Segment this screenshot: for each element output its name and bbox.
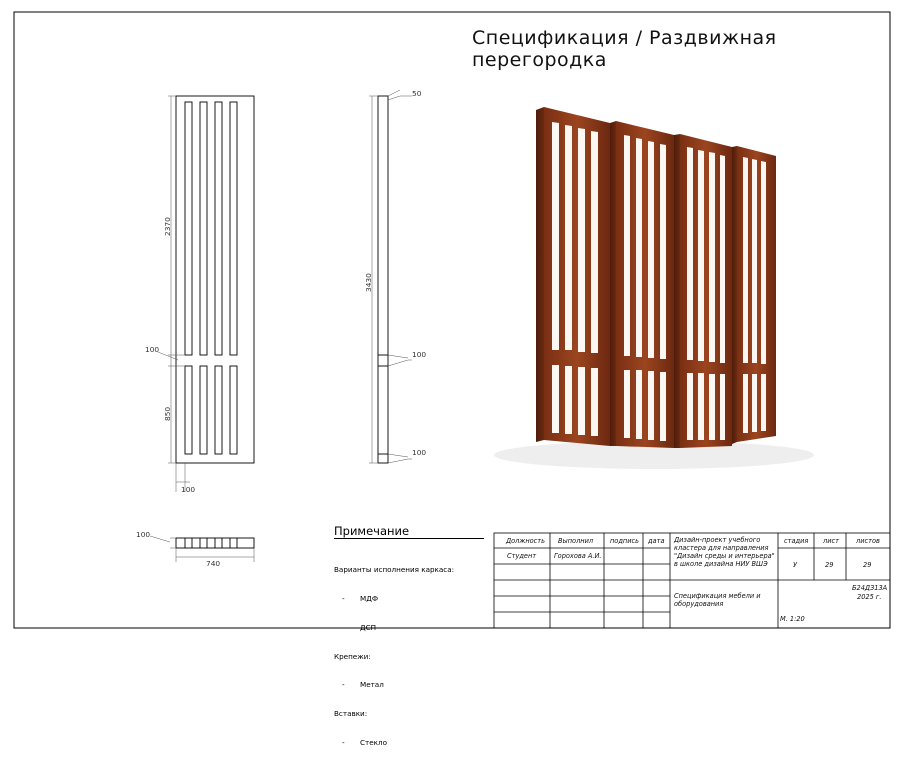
page-title: Спецификация / Раздвижная перегородка [472,27,777,71]
stamp-stage-label: стадия [784,537,809,545]
stamp-stage: У [793,561,798,569]
note-line-1: Варианты исполнения каркаса: [334,565,455,575]
note-line-4: Крепежи: [334,651,371,661]
partition-panel-1 [536,107,610,446]
note-line-3: - ДСП [342,622,377,632]
note-underline [334,538,484,539]
partition-panel-4 [732,146,776,444]
dim-side-height: 3430 [364,273,373,292]
dim-front-mid: 100 [145,345,160,354]
note-list [334,546,454,767]
stamp-header-signature: подпись [610,537,640,545]
dim-front-bottom: 100 [181,485,196,494]
dim-plan-width: 740 [206,559,221,568]
note-heading: Примечание [334,524,410,538]
note-line-5: - Метал [342,680,384,690]
stamp-sheets-label: листов [856,537,880,545]
note-line-2: - МДФ [342,593,379,603]
stamp-sheet: 29 [825,561,834,569]
partition-render-image [474,80,832,510]
stamp-code: Б24ДЗ13А [852,584,888,592]
partition-panel-3 [674,134,732,448]
plan-view [176,538,254,548]
stamp-sheet-label: лист [823,537,839,545]
dim-plan-thick: 100 [136,530,151,539]
stamp-scale: М. 1:20 [780,615,805,623]
dim-side-mid: 100 [412,350,427,359]
stamp-header-date: дата [648,537,665,545]
stamp-header-position: Должность [506,537,546,545]
dim-front-lower: 850 [163,406,172,421]
side-dims [369,90,412,463]
plan-dims [150,536,254,562]
dim-side-bottom: 100 [412,448,427,457]
stamp-role: Студент [507,552,537,560]
stamp-sheets: 29 [863,561,872,569]
note-line-7: - Стекло [342,737,387,747]
dim-side-top: 50 [412,89,422,98]
dim-front-upper: 2370 [163,217,172,236]
note-line-6: Вставки: [334,709,368,719]
partition-panel-2 [610,121,674,448]
stamp-header-performed: Выполнил [558,537,594,545]
side-view [378,96,388,463]
front-view [176,96,254,463]
stamp-year: 2025 г. [857,593,882,601]
stamp-name: Горохова А.И. [554,552,602,560]
stamp-sheet-title: Спецификация мебели и оборудования [674,592,761,608]
stamp-project: Дизайн-проект учебного кластера для направления "Дизайн среды и интерьера" в школе дизайна НИУ ВШЭ [674,536,775,568]
